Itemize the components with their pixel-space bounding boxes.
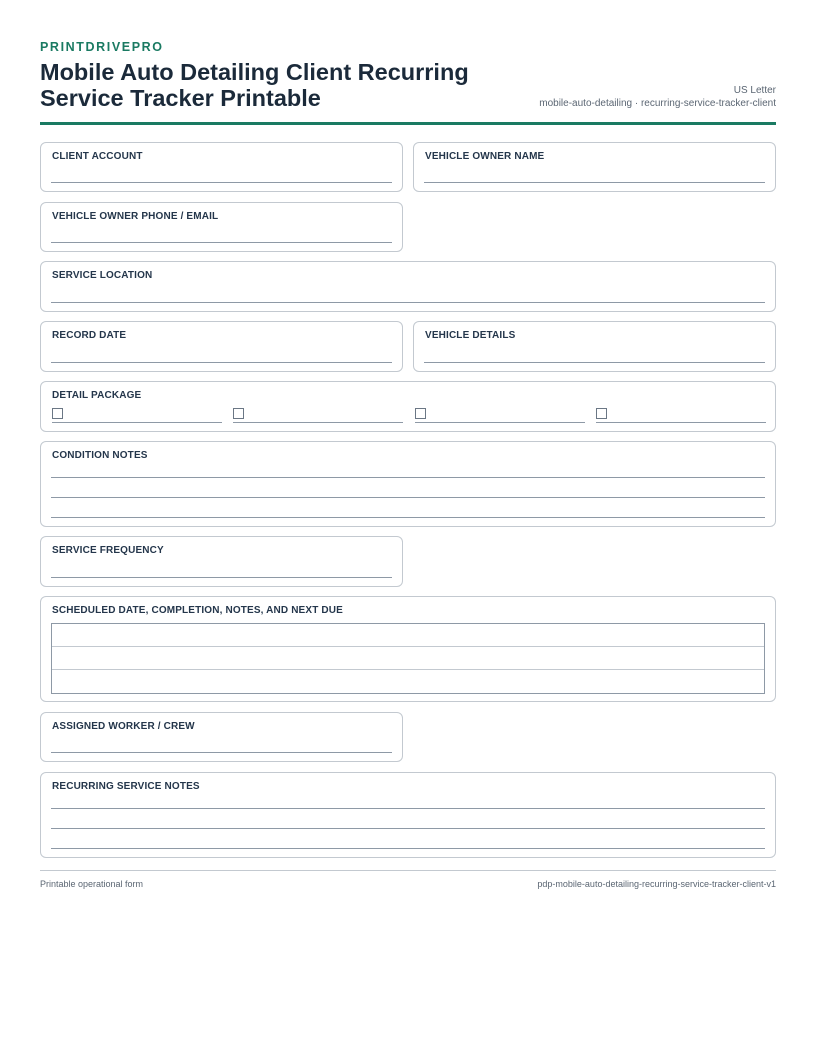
record-date-write-line[interactable] — [51, 362, 392, 363]
condition-notes-line-1[interactable] — [51, 477, 765, 478]
vehicle-owner-contact-field — [40, 202, 403, 252]
table-row[interactable] — [52, 647, 764, 670]
checkbox[interactable] — [415, 408, 426, 419]
recurring-notes-label: RECURRING SERVICE NOTES — [52, 781, 200, 792]
condition-notes-line-3[interactable] — [51, 517, 765, 518]
option-write-line[interactable] — [233, 422, 403, 423]
service-frequency-label: SERVICE FREQUENCY — [52, 545, 164, 556]
vehicle-details-write-line[interactable] — [424, 362, 765, 363]
assigned-worker-label: ASSIGNED WORKER / CREW — [52, 721, 195, 732]
header-divider — [40, 122, 776, 125]
document-meta — [539, 84, 776, 110]
vehicle-owner-name-write-line[interactable] — [424, 182, 765, 183]
client-account-field — [40, 142, 403, 192]
option-write-line[interactable] — [52, 422, 222, 423]
recurring-notes-field — [40, 772, 776, 858]
client-account-label: CLIENT ACCOUNT — [52, 151, 143, 162]
checkbox[interactable] — [233, 408, 244, 419]
condition-notes-line-2[interactable] — [51, 497, 765, 498]
vehicle-owner-contact-write-line[interactable] — [51, 242, 392, 243]
service-frequency-write-line[interactable] — [51, 577, 392, 578]
schedule-log-table — [51, 623, 765, 694]
recurring-notes-line-3[interactable] — [51, 848, 765, 849]
vehicle-details-label: VEHICLE DETAILS — [425, 330, 516, 341]
service-frequency-field — [40, 536, 403, 587]
schedule-log-field — [40, 596, 776, 702]
assigned-worker-field — [40, 712, 403, 762]
client-account-write-line[interactable] — [51, 182, 392, 183]
vehicle-owner-name-field — [413, 142, 776, 192]
detail-package-option-3 — [415, 408, 585, 423]
condition-notes-label: CONDITION NOTES — [52, 450, 148, 461]
document-slug: mobile-auto-detailing · recurring-service-tracker-client — [539, 98, 776, 109]
detail-package-option-2 — [233, 408, 403, 423]
footer-divider — [40, 870, 776, 871]
option-write-line[interactable] — [415, 422, 585, 423]
detail-package-label: DETAIL PACKAGE — [52, 390, 142, 401]
form-identifier: pdp-mobile-auto-detailing-recurring-service-tracker-client-v1 — [537, 879, 776, 889]
checkbox[interactable] — [52, 408, 63, 419]
record-date-field — [40, 321, 403, 372]
brand-name: PRINTDRIVEPRO — [40, 40, 164, 54]
detail-package-option-4 — [596, 408, 766, 423]
vehicle-owner-contact-label: VEHICLE OWNER PHONE / EMAIL — [52, 211, 219, 222]
footer-caption: Printable operational form — [40, 879, 144, 889]
table-row[interactable] — [52, 624, 764, 647]
service-location-field — [40, 261, 776, 312]
detail-package-field — [40, 381, 776, 432]
detail-package-option-1 — [52, 408, 222, 423]
paper-size-label: US Letter — [733, 85, 776, 96]
assigned-worker-write-line[interactable] — [51, 752, 392, 753]
service-location-label: SERVICE LOCATION — [52, 270, 153, 281]
page-title: Mobile Auto Detailing Client Recurring Service Tracker Printable — [40, 59, 469, 111]
checkbox[interactable] — [596, 408, 607, 419]
option-write-line[interactable] — [596, 422, 766, 423]
vehicle-details-field — [413, 321, 776, 372]
service-location-write-line[interactable] — [51, 302, 765, 303]
record-date-label: RECORD DATE — [52, 330, 127, 341]
recurring-notes-line-1[interactable] — [51, 808, 765, 809]
schedule-log-label: SCHEDULED DATE, COMPLETION, NOTES, AND NEXT DUE — [52, 605, 343, 616]
recurring-notes-line-2[interactable] — [51, 828, 765, 829]
table-row[interactable] — [52, 670, 764, 693]
vehicle-owner-name-label: VEHICLE OWNER NAME — [425, 151, 545, 162]
condition-notes-field — [40, 441, 776, 527]
